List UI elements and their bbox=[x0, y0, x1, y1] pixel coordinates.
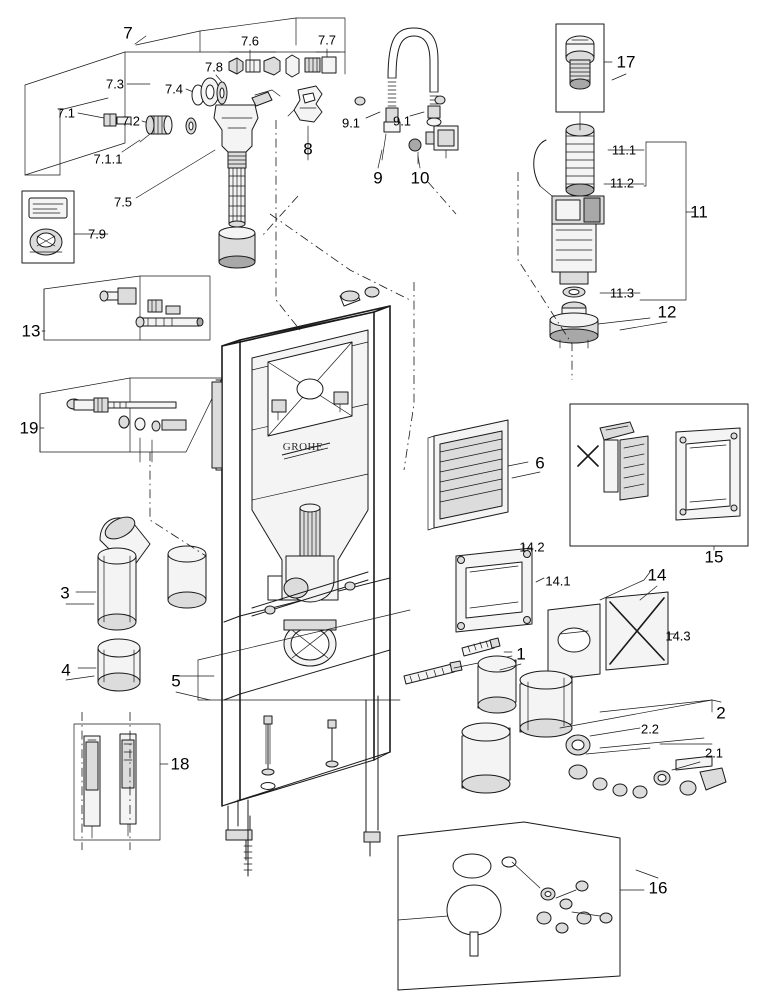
callout-14-3: 14.3 bbox=[665, 628, 691, 644]
callout-3: 3 bbox=[60, 583, 70, 603]
callout-7: 7 bbox=[123, 23, 133, 43]
callout-11-1: 11.1 bbox=[611, 142, 637, 158]
group-7-leader-frame bbox=[25, 18, 345, 175]
callout-8: 8 bbox=[303, 139, 313, 159]
grohe-brand-label: GROHE bbox=[282, 441, 324, 453]
callout-2-1: 2.1 bbox=[704, 745, 724, 761]
part-4-sleeve-collar bbox=[78, 639, 140, 691]
part-3-elbow-pipe bbox=[76, 513, 206, 630]
part-7-3-7-4-washers bbox=[192, 78, 227, 106]
callout-9-1: 9.1 bbox=[341, 115, 361, 131]
part-7-9-card bbox=[22, 191, 74, 263]
callout-6: 6 bbox=[535, 453, 545, 473]
callout-16: 16 bbox=[648, 878, 668, 898]
callout-14: 14 bbox=[647, 565, 667, 585]
part-5-main-frame bbox=[176, 287, 410, 876]
callout-7-9: 7.9 bbox=[87, 226, 107, 242]
part-7-1-fittings bbox=[104, 114, 196, 142]
group-11-leader-frame bbox=[600, 142, 694, 300]
part-15-mount-frame-box bbox=[570, 404, 748, 550]
callout-9: 9 bbox=[373, 168, 383, 188]
part-18-foot-rails bbox=[74, 712, 168, 850]
callout-7-8: 7.8 bbox=[204, 59, 224, 75]
callout-10: 10 bbox=[410, 168, 430, 188]
part-11-flush-valve bbox=[534, 112, 604, 297]
part-6-insulation-block bbox=[428, 420, 528, 530]
callout-2: 2 bbox=[716, 703, 726, 723]
callout-14-2: 14.2 bbox=[519, 539, 545, 555]
part-17-boxed-cartridge bbox=[556, 24, 612, 112]
part-16-template-sheet bbox=[398, 822, 644, 990]
callout-7-7: 7.7 bbox=[317, 32, 337, 48]
callout-11-3: 11.3 bbox=[609, 285, 635, 301]
callout-14-1: 14.1 bbox=[545, 573, 571, 589]
callout-1: 1 bbox=[516, 644, 526, 664]
callout-18: 18 bbox=[170, 754, 190, 774]
part-8-lever bbox=[288, 86, 322, 138]
part-7-6-7-7-7-8-fasteners bbox=[229, 55, 336, 77]
part-2-waste-connector bbox=[462, 656, 726, 798]
part-12-valve-seat bbox=[550, 302, 650, 348]
callout-7-1: 7.1 bbox=[56, 105, 76, 121]
callout-19: 19 bbox=[19, 418, 39, 438]
part-19-rod-kit bbox=[40, 378, 222, 462]
callout-7-1-1: 7.1.1 bbox=[93, 151, 123, 167]
callout-7-4: 7.4 bbox=[164, 81, 184, 97]
callout-13: 13 bbox=[21, 321, 41, 341]
part-7-5-fill-valve bbox=[214, 90, 280, 268]
callout-7-6: 7.6 bbox=[240, 33, 260, 49]
part-13-bracket-kit bbox=[42, 276, 210, 340]
callout-7-3: 7.3 bbox=[105, 76, 125, 92]
callout-7-2: 7.2 bbox=[121, 113, 141, 129]
callout-17: 17 bbox=[616, 52, 636, 72]
callout-4: 4 bbox=[61, 660, 71, 680]
callout-15: 15 bbox=[704, 547, 724, 567]
callout-9-1: 9.1 bbox=[392, 113, 412, 129]
callout-5: 5 bbox=[171, 671, 181, 691]
callout-11-2: 11.2 bbox=[609, 175, 635, 191]
callout-7-5: 7.5 bbox=[113, 194, 133, 210]
part-10-angle-valve bbox=[409, 126, 458, 164]
callout-11: 11 bbox=[690, 202, 708, 222]
callout-2-2: 2.2 bbox=[640, 721, 660, 737]
callout-12: 12 bbox=[657, 302, 677, 322]
